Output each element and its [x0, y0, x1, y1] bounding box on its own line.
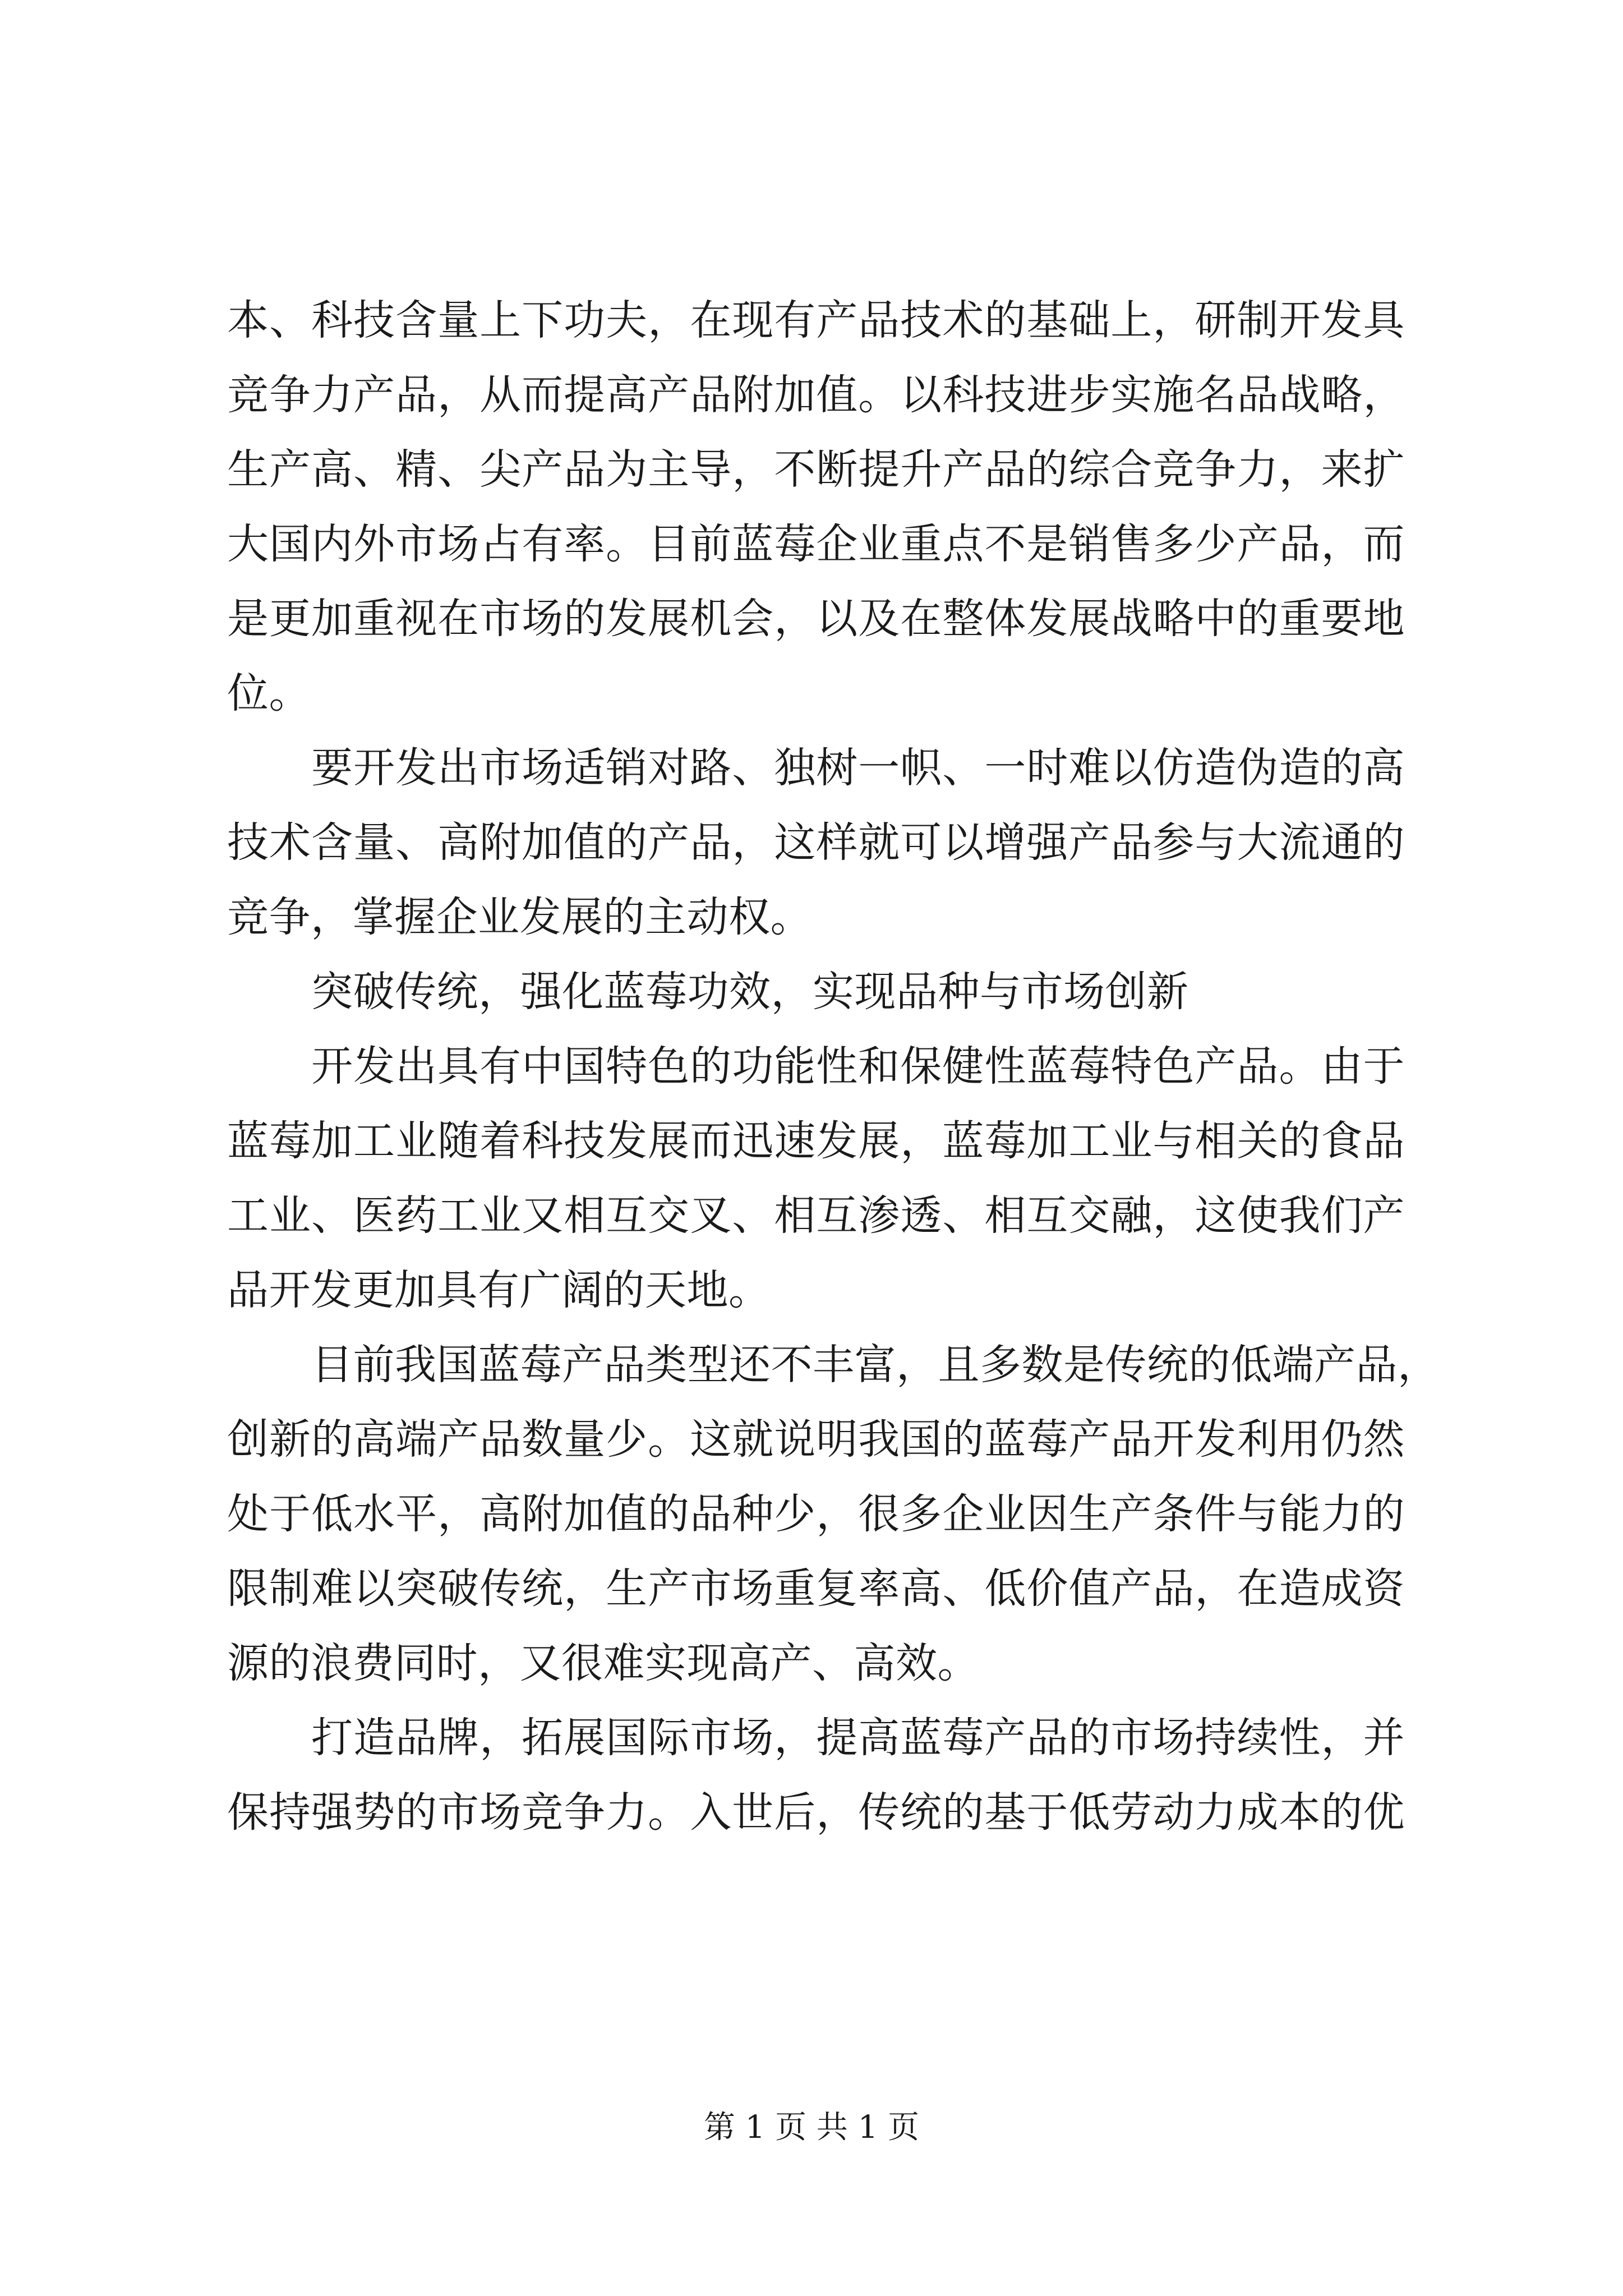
text-line: 技术含量、高附加值的产品，这样就可以增强产品参与大流通的 [227, 818, 1405, 867]
text-line: 目前我国蓝莓产品类型还不丰富，且多数是传统的低端产品， [311, 1341, 1440, 1389]
text-line: 大国内外市场占有率。目前蓝莓企业重点不是销售多少产品，而 [227, 520, 1405, 568]
text-line: 创新的高端产品数量少。这就说明我国的蓝莓产品开发利用仍然 [227, 1415, 1405, 1464]
text-line: 要开发出市场适销对路、独树一帜、一时难以仿造伪造的高 [311, 744, 1405, 792]
text-line: 是更加重视在市场的发展机会，以及在整体发展战略中的重要地 [227, 595, 1405, 643]
text-line: 蓝莓加工业随着科技发展而迅速发展，蓝莓加工业与相关的食品 [227, 1117, 1405, 1165]
text-line: 源的浪费同时，又很难实现高产、高效。 [227, 1639, 979, 1687]
text-line: 生产高、精、尖产品为主导，不断提升产品的综合竞争力，来扩 [227, 445, 1405, 494]
body-text [227, 283, 1440, 1850]
text-line: 竞争力产品，从而提高产品附加值。以科技进步实施名品战略， [227, 371, 1405, 419]
text-line: 开发出具有中国特色的功能性和保健性蓝莓特色产品。由于 [311, 1042, 1405, 1091]
text-line: 保持强势的市场竞争力。入世后，传统的基于低劳动力成本的优 [227, 1788, 1405, 1837]
text-line: 位。 [227, 669, 311, 717]
text-line: 打造品牌，拓展国际市场，提高蓝莓产品的市场持续性，并 [311, 1714, 1405, 1762]
page-footer: 第 1 页 共 1 页 [703, 2109, 920, 2146]
text-line: 限制难以突破传统，生产市场重复率高、低价值产品，在造成资 [227, 1565, 1405, 1613]
text-line: 本、科技含量上下功夫，在现有产品技术的基础上，研制开发具 [227, 296, 1405, 344]
text-line: 突破传统，强化蓝莓功效，实现品种与市场创新 [311, 968, 1189, 1016]
text-line: 处于低水平，高附加值的品种少，很多企业因生产条件与能力的 [227, 1490, 1405, 1538]
text-line: 工业、医药工业又相互交叉、相互渗透、相互交融，这使我们产 [227, 1191, 1405, 1240]
text-line: 竞争，掌握企业发展的主动权。 [227, 893, 812, 941]
text-line: 品开发更加具有广阔的天地。 [227, 1266, 771, 1314]
